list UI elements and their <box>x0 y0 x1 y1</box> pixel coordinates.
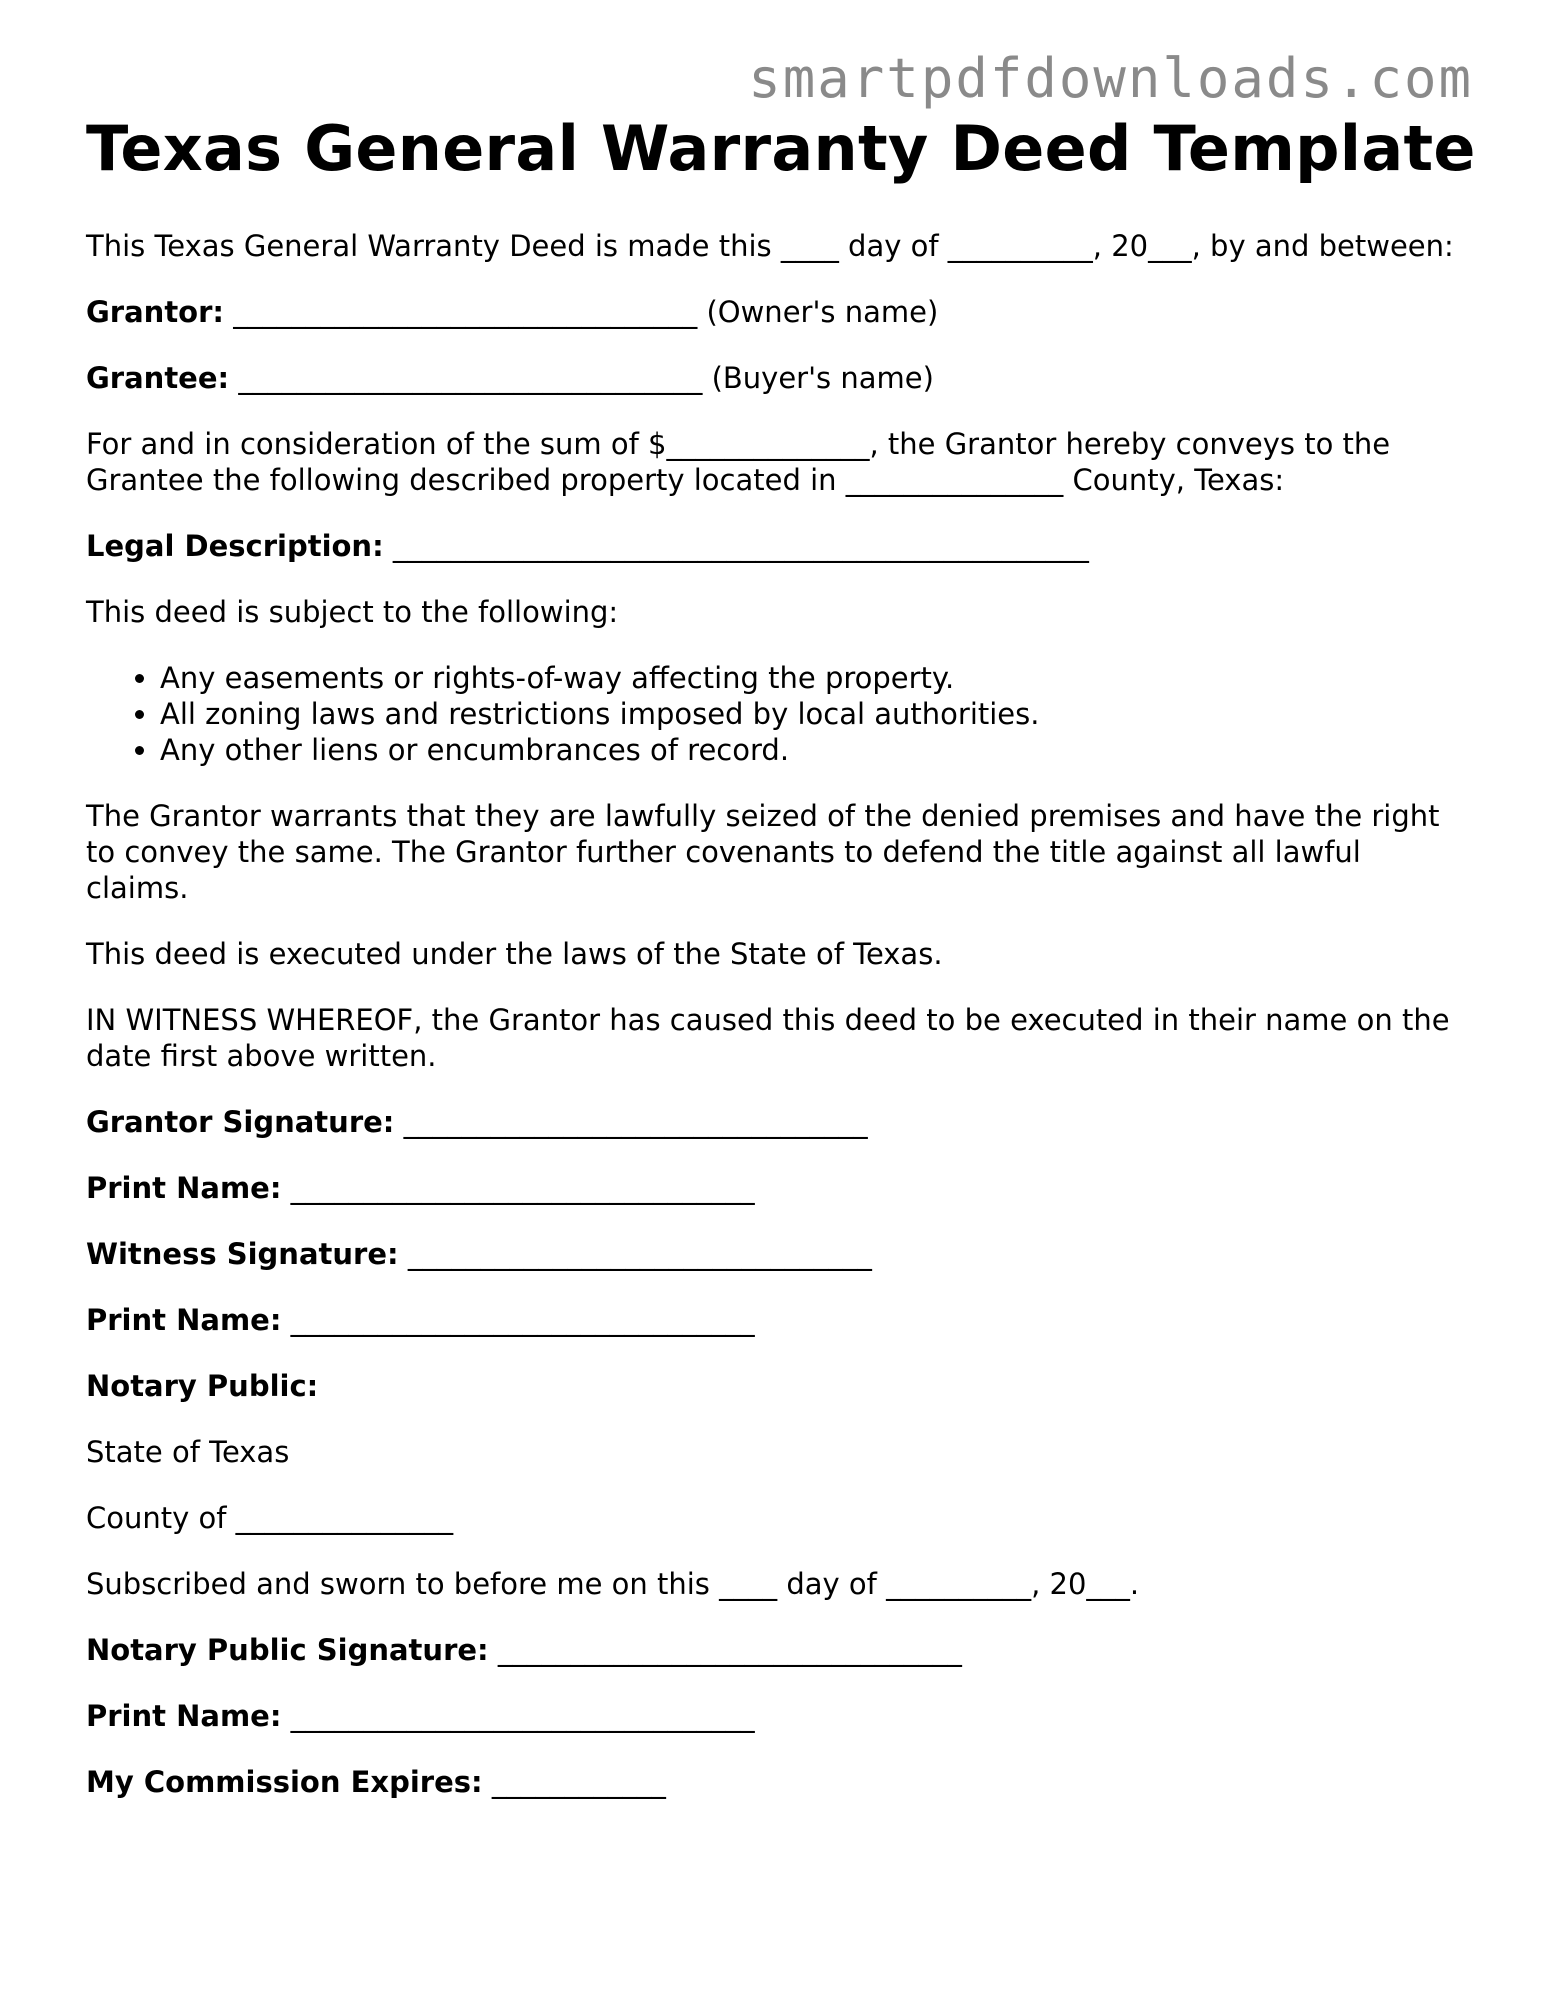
subject-intro: This deed is subject to the following: <box>86 595 619 629</box>
print-name-blank[interactable]: ________________________________ <box>281 1303 755 1337</box>
print-name-label: Print Name: <box>86 1699 282 1733</box>
law-paragraph: This deed is executed under the laws of the State of Texas. <box>86 937 943 971</box>
watermark: smartpdfdownloads.com <box>748 47 1473 110</box>
grantee-blank[interactable]: ________________________________ <box>229 361 712 395</box>
witness-signature-label: Witness Signature: <box>86 1237 399 1271</box>
witness-signature-line <box>86 1236 1466 1272</box>
notary-signature-blank[interactable]: ________________________________ <box>488 1633 962 1667</box>
grantor-signature-blank[interactable]: ________________________________ <box>394 1105 868 1139</box>
intro-paragraph: This Texas General Warranty Deed is made this ____ day of __________, 20___, by and between: <box>86 229 1454 263</box>
legal-description-label: Legal Description: <box>86 529 384 563</box>
consideration-paragraph: For and in consideration of the sum of $______________, the Grantor hereby conveys to the Grantee the following described property located in _______________ County, Texas: <box>86 427 1391 497</box>
print-name-label: Print Name: <box>86 1171 282 1205</box>
grantor-blank[interactable]: ________________________________ <box>224 295 707 329</box>
notary-signature-line <box>86 1632 1466 1668</box>
print-name-blank[interactable]: ________________________________ <box>281 1171 755 1205</box>
document-page <box>86 108 1476 1800</box>
subscribed-line: Subscribed and sworn to before me on this ____ day of __________, 20___. <box>86 1567 1140 1601</box>
print-name-line-3 <box>86 1698 1466 1734</box>
print-name-line-1 <box>86 1170 1466 1206</box>
grantee-hint: (Buyer's name) <box>711 361 934 395</box>
grantor-signature-label: Grantor Signature: <box>86 1105 395 1139</box>
grantor-line <box>86 294 1466 330</box>
print-name-line-2 <box>86 1302 1466 1338</box>
county-line: County of _______________ <box>86 1501 454 1535</box>
grantee-line <box>86 360 1466 396</box>
commission-blank[interactable]: ____________ <box>482 1765 666 1799</box>
grantee-label: Grantee: <box>86 361 230 395</box>
witness-clause: IN WITNESS WHEREOF, the Grantor has caused this deed to be executed in their name on the date first above written. <box>86 1003 1450 1073</box>
legal-description-line <box>86 528 1466 564</box>
print-name-blank[interactable]: ________________________________ <box>281 1699 755 1733</box>
warranty-paragraph: The Grantor warrants that they are lawfully seized of the denied premises and have the right to convey the same. The Grantor further covenants to defend the title against all lawful claims. <box>86 799 1440 905</box>
page-title: Texas General Warranty Deed Template <box>86 112 1476 185</box>
grantor-label: Grantor: <box>86 295 225 329</box>
commission-line <box>86 1764 1466 1800</box>
grantor-hint: (Owner's name) <box>706 295 939 329</box>
witness-signature-blank[interactable]: ________________________________ <box>398 1237 872 1271</box>
grantor-signature-line <box>86 1104 1466 1140</box>
subject-list <box>86 660 1466 768</box>
commission-label: My Commission Expires: <box>86 1765 483 1799</box>
state-line: State of Texas <box>86 1435 290 1469</box>
list-item: • All zoning laws and restrictions imposed by local authorities. <box>160 696 1466 732</box>
list-item: • Any other liens or encumbrances of record. <box>160 732 1466 768</box>
legal-description-blank[interactable]: ________________________________________________ <box>383 529 1089 563</box>
notary-heading: Notary Public: <box>86 1369 319 1403</box>
list-item: • Any easements or rights-of-way affecting the property. <box>160 660 1466 696</box>
print-name-label: Print Name: <box>86 1303 282 1337</box>
notary-signature-label: Notary Public Signature: <box>86 1633 489 1667</box>
